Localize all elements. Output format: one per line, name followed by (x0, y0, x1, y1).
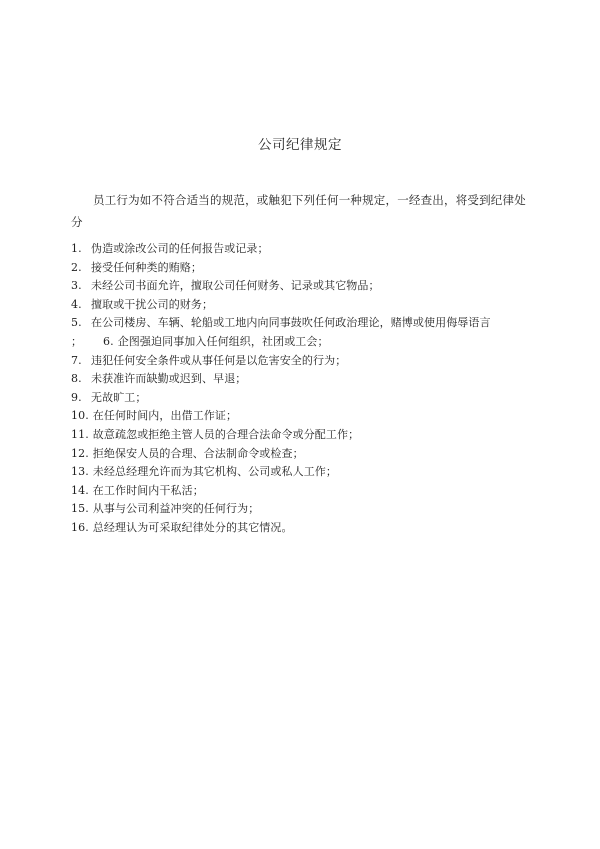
rule-number: 2. (71, 260, 82, 274)
rule-number: 12. (71, 446, 89, 460)
rule-number: 9. (71, 390, 82, 404)
rule-text: 在工作时间内干私活； (92, 483, 204, 497)
rule-number: 7. (71, 353, 82, 367)
rule-item (71, 277, 551, 296)
rules-list (71, 240, 551, 538)
rule-number: 15. (71, 502, 89, 516)
rule-number: 16. (71, 520, 89, 534)
rule-text: 未获准许而缺勤或迟到、早退； (91, 372, 247, 386)
rule-item (71, 352, 551, 371)
rule-number: 4. (71, 297, 82, 311)
rule-text: 企图强迫同事加入任何组织，社团或工会； (117, 334, 329, 348)
rule-item (71, 426, 551, 445)
rule-number: 10. (71, 409, 89, 423)
rule-item (71, 519, 551, 538)
rule-text: 总经理认为可采取纪律处分的其它情况。 (92, 520, 293, 534)
rule-number: 8. (71, 372, 82, 386)
rule-text: 在任何时间内，出借工作证； (92, 409, 238, 423)
rule-text: 从事与公司利益冲突的任何行为； (92, 502, 260, 516)
rule-number: 5. (71, 316, 82, 330)
rule-number: 3. (71, 279, 82, 293)
rule-number: 1. (71, 242, 82, 255)
rule-item (71, 407, 551, 426)
rule-item (71, 314, 551, 333)
rule-text: 伪造或涂改公司的任何报告或记录； (91, 242, 269, 255)
rule-item (71, 296, 551, 315)
rule-item (71, 240, 551, 259)
rule-item (71, 500, 551, 519)
document-title: 公司纪律规定 (258, 137, 342, 153)
rule-number: 6. (103, 334, 114, 348)
rule-item (71, 370, 551, 389)
rule-text: 擅取或干扰公司的财务； (91, 297, 214, 311)
rule-number: 11. (71, 427, 89, 441)
rule-number: 14. (71, 483, 89, 497)
intro-paragraph: 员工行为如不符合适当的规范，或触犯下列任何一种规定，一经查出，将受到纪律处分 (71, 193, 526, 229)
rule-item (71, 482, 551, 501)
rule-text: 未经总经理允许而为其它机构、公司或私人工作； (92, 465, 337, 479)
rule-number: 13. (71, 465, 89, 479)
rule-item (71, 445, 551, 464)
rule-item (71, 463, 551, 482)
rule-item (71, 389, 551, 408)
rule-text: 在公司楼房、车辆、轮船或工地内向同事鼓吹任何政治理论，赌博或使用侮辱语言 (91, 316, 491, 330)
rule-text: 拒绝保安人员的合理、合法制命令或检查； (92, 446, 304, 460)
rule-item (71, 259, 551, 278)
rule-item (71, 333, 551, 352)
rule-number: ； (71, 334, 83, 348)
rule-text: 故意疏忽或拒绝主管人员的合理合法命令或分配工作； (92, 427, 360, 441)
rule-text: 违犯任何安全条件或从事任何是以危害安全的行为； (91, 353, 347, 367)
rule-text: 未经公司书面允许，擅取公司任何财务、记录或其它物品； (91, 279, 380, 293)
rule-text: 接受任何种类的贿赂； (91, 260, 202, 274)
rule-text: 无故旷工； (91, 390, 147, 404)
